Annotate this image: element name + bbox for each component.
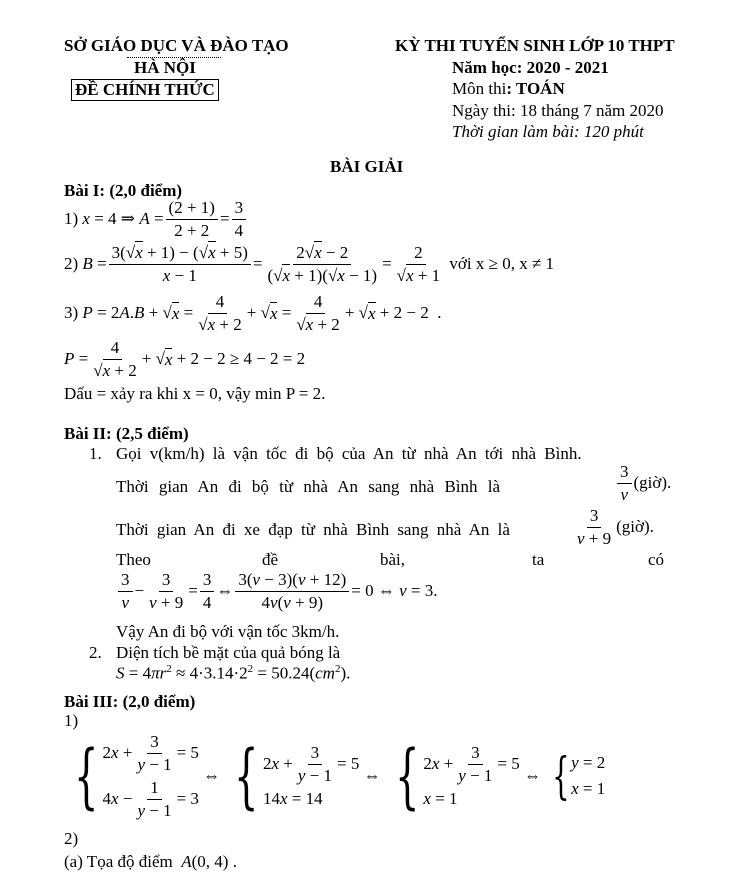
school-year: Năm học: 2020 - 2021 xyxy=(452,58,609,77)
bai2-item1-line1: Gọi v(km/h) là vận tốc đi bộ của An từ nhà An tới nhà Bình. xyxy=(116,444,582,463)
bike-time-formula xyxy=(572,506,654,548)
fraction: 4 √ x + 2 xyxy=(293,292,342,334)
bai3-part2a: (a) Tọa độ điểm A(0, 4) . xyxy=(64,852,237,871)
fraction: $\frac{3}{4}$ xyxy=(232,198,247,240)
fraction: 4 √ x + 2 xyxy=(195,292,244,334)
system-of-equations: { 2 x + $\frac{3}{y - 1}$ = 5 4 x − $\frac{1}{y - 1}$ = 3 ⇔ { 2 x + $\frac{3}{y - 1}$ = 5 14x = 14 ⇔ { 2 x + $\frac{3}{y - 1}$ = 5 x = 1 ⇔ { y = 2 x = 1 xyxy=(74,732,606,820)
fraction: $\frac{3(v - 3)(v + 12)}{4v(v + 9)}$ xyxy=(235,570,349,612)
exam-title: KỲ THI TUYỂN SINH LỚP 10 THPT xyxy=(395,36,675,55)
fraction: $\frac{3}{v + 9}$ xyxy=(149,570,184,612)
bai1-p1-prefix: 1) xyxy=(64,209,79,229)
co-word: có xyxy=(648,550,665,569)
bike-time-unit: (giờ). xyxy=(616,517,654,537)
de-word: đề xyxy=(262,550,279,569)
system-solution: y = 2 x = 1 xyxy=(571,753,606,799)
bai1-conclusion: Dấu = xảy ra khi x = 0, vậy min P = 2. xyxy=(64,384,326,403)
fraction: $\frac{3}{v}$ xyxy=(118,570,133,612)
fraction: $\frac{(2 + 1)}{2 + 2}$ xyxy=(166,198,218,240)
bai1-part1-formula: 1) x = 4 ⇒ A = $\frac{(2 + 1)}{2 + 2}$ = $\frac{3}{4}$ xyxy=(64,198,248,240)
subject-value: : TOÁN xyxy=(506,79,565,98)
bai3-part2a-text: (a) Tọa độ điểm xyxy=(64,852,173,871)
bai2-item1-number: 1. xyxy=(89,444,102,463)
surface-area-formula: $S = 4\pi r^2 \approx 4\cdot 3.14\cdot 2^2 = 50.24(cm^2)$. xyxy=(116,663,351,683)
department-name: SỞ GIÁO DỤC VÀ ĐÀO TẠO xyxy=(64,36,289,55)
bai3-part2-label: 2) xyxy=(64,829,79,848)
fraction: 4 √ x + 2 xyxy=(90,338,139,380)
left-brace: { xyxy=(74,735,99,818)
subject-label: Môn thi xyxy=(452,79,507,98)
ta-word: ta xyxy=(532,550,545,569)
fraction: $\frac{2√ x - 2}{(√ x + 1)(√ x - 1)}$ xyxy=(264,243,380,285)
walk-time-formula xyxy=(615,462,671,504)
bai2-item1-answer: Vậy An đi bộ với vận tốc 3km/h. xyxy=(116,622,340,641)
exam-date: Ngày thi: 18 tháng 7 năm 2020 xyxy=(452,101,664,120)
city-name: HÀ NỘI xyxy=(134,58,196,77)
bai1-part3-formula: 3) P = 2 A . B + √ x = 4 √ x + 2 + √ x = 4 √ x + 2 + √ x + 2 − 2 . xyxy=(64,292,441,334)
bai2-item1-line2: Thời gian An đi bộ từ nhà An sang nhà Bình là xyxy=(116,477,501,496)
bai2-item2-line1: Diện tích bề mặt của quả bóng là xyxy=(116,643,341,662)
theo-word: Theo xyxy=(116,550,151,569)
math-text: x xyxy=(82,209,90,229)
fraction: $\frac{3}{4}$ xyxy=(200,570,215,612)
fraction: 2 √ x + 1 xyxy=(394,243,443,285)
system-2: 2 x + $\frac{3}{y - 1}$ = 5 14x = 14 xyxy=(262,743,360,809)
left-brace: { xyxy=(394,735,420,818)
bai1-heading: Bài I: (2,0 điểm) xyxy=(64,181,183,200)
exam-duration: Thời gian làm bài: 120 phút xyxy=(452,122,644,141)
fraction: $\frac{3}{v}$ xyxy=(617,462,632,504)
bai1-part2-formula: 2) B = $\frac{3(√ x + 1) - (√ x + 5)}{x - 1}$ = $\frac{2√ x - 2}{(√ x + 1)(√ x - 1)}$ = 2 √ x + 1 với x ≥ 0, x ≠ 1 xyxy=(64,243,554,285)
speed-equation: $\frac{3}{v}$ − $\frac{3}{v + 9}$ = $\frac{3}{4}$ ⇔ $\frac{3(v - 3)(v + 12)}{4v(v + 9)}$ = 0 ⇔ v = 3. xyxy=(116,570,438,612)
page-title: BÀI GIẢI xyxy=(330,157,404,176)
walk-time-unit: (giờ). xyxy=(633,473,672,493)
fraction: $\frac{3(√ x + 1) - (√ x + 5)}{x - 1}$ xyxy=(109,243,251,285)
official-stamp: ĐỀ CHÍNH THỨC xyxy=(71,79,219,101)
bai2-item2-number: 2. xyxy=(89,643,102,662)
bai1-p3-prefix: 3) xyxy=(64,303,79,323)
bai2-heading: Bài II: (2,5 điểm) xyxy=(64,424,189,443)
system-1: 2 x + $\frac{3}{y - 1}$ = 5 4 x − $\frac{1}{y - 1}$ = 3 xyxy=(102,732,199,820)
bai1-p2-condition: với x ≥ 0, x ≠ 1 xyxy=(449,254,555,274)
subject-line xyxy=(452,79,565,99)
bai1-p2-prefix: 2) xyxy=(64,254,79,274)
bai-word: bài, xyxy=(380,550,406,569)
bai1-inequality: P = 4 √ x + 2 + √ x + 2 − 2 ≥ 4 − 2 = 2 xyxy=(64,338,305,380)
left-brace: { xyxy=(234,735,259,818)
bai3-heading: Bài III: (2,0 điểm) xyxy=(64,692,196,711)
left-brace: { xyxy=(552,747,570,806)
bai2-item1-line3: Thời gian An đi xe đạp từ nhà Bình sang nhà An là xyxy=(116,520,510,539)
fraction: $\frac{3}{v + 9}$ xyxy=(577,506,612,548)
system-3: 2 x + $\frac{3}{y - 1}$ = 5 x = 1 xyxy=(423,743,520,809)
bai3-part1-label: 1) xyxy=(64,711,79,730)
